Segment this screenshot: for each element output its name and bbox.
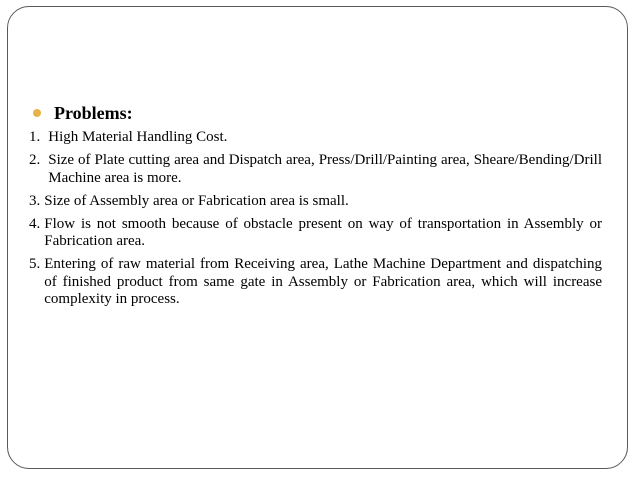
list-item (29, 193, 602, 211)
list-item-number: 5. (29, 256, 41, 272)
list-item-text: Size of Plate cutting area and Dispatch area, Press/Drill/Painting area, Sheare/Bending/Drill Machine area is more. (48, 152, 602, 186)
list-item (29, 129, 602, 147)
list-item-number: 3. (29, 192, 41, 209)
list-item (29, 256, 602, 309)
circle-bullet-icon (33, 109, 41, 117)
list-item-number: 4. (29, 215, 41, 232)
slide-heading: Problems: (54, 103, 133, 123)
list-item (29, 152, 602, 187)
slide-content (29, 102, 602, 314)
list-item (29, 216, 602, 251)
list-item-text: High Material Handling Cost. (48, 129, 228, 145)
list-item-number: 1. (29, 129, 41, 145)
list-item-text: Size of Assembly area or Fabrication area is small. (44, 192, 349, 209)
list-item-text: Flow is not smooth because of obstacle present on way of transportation in Assembly or Fabrication area. (44, 215, 602, 249)
list-item-number: 2. (29, 152, 41, 168)
heading-row (29, 102, 602, 124)
list-item-text: Entering of raw material from Receiving area, Lathe Machine Department and dispatching of finished product from same gate in Assembly or Fabrication area, which will increase complexity in process. (44, 256, 602, 307)
